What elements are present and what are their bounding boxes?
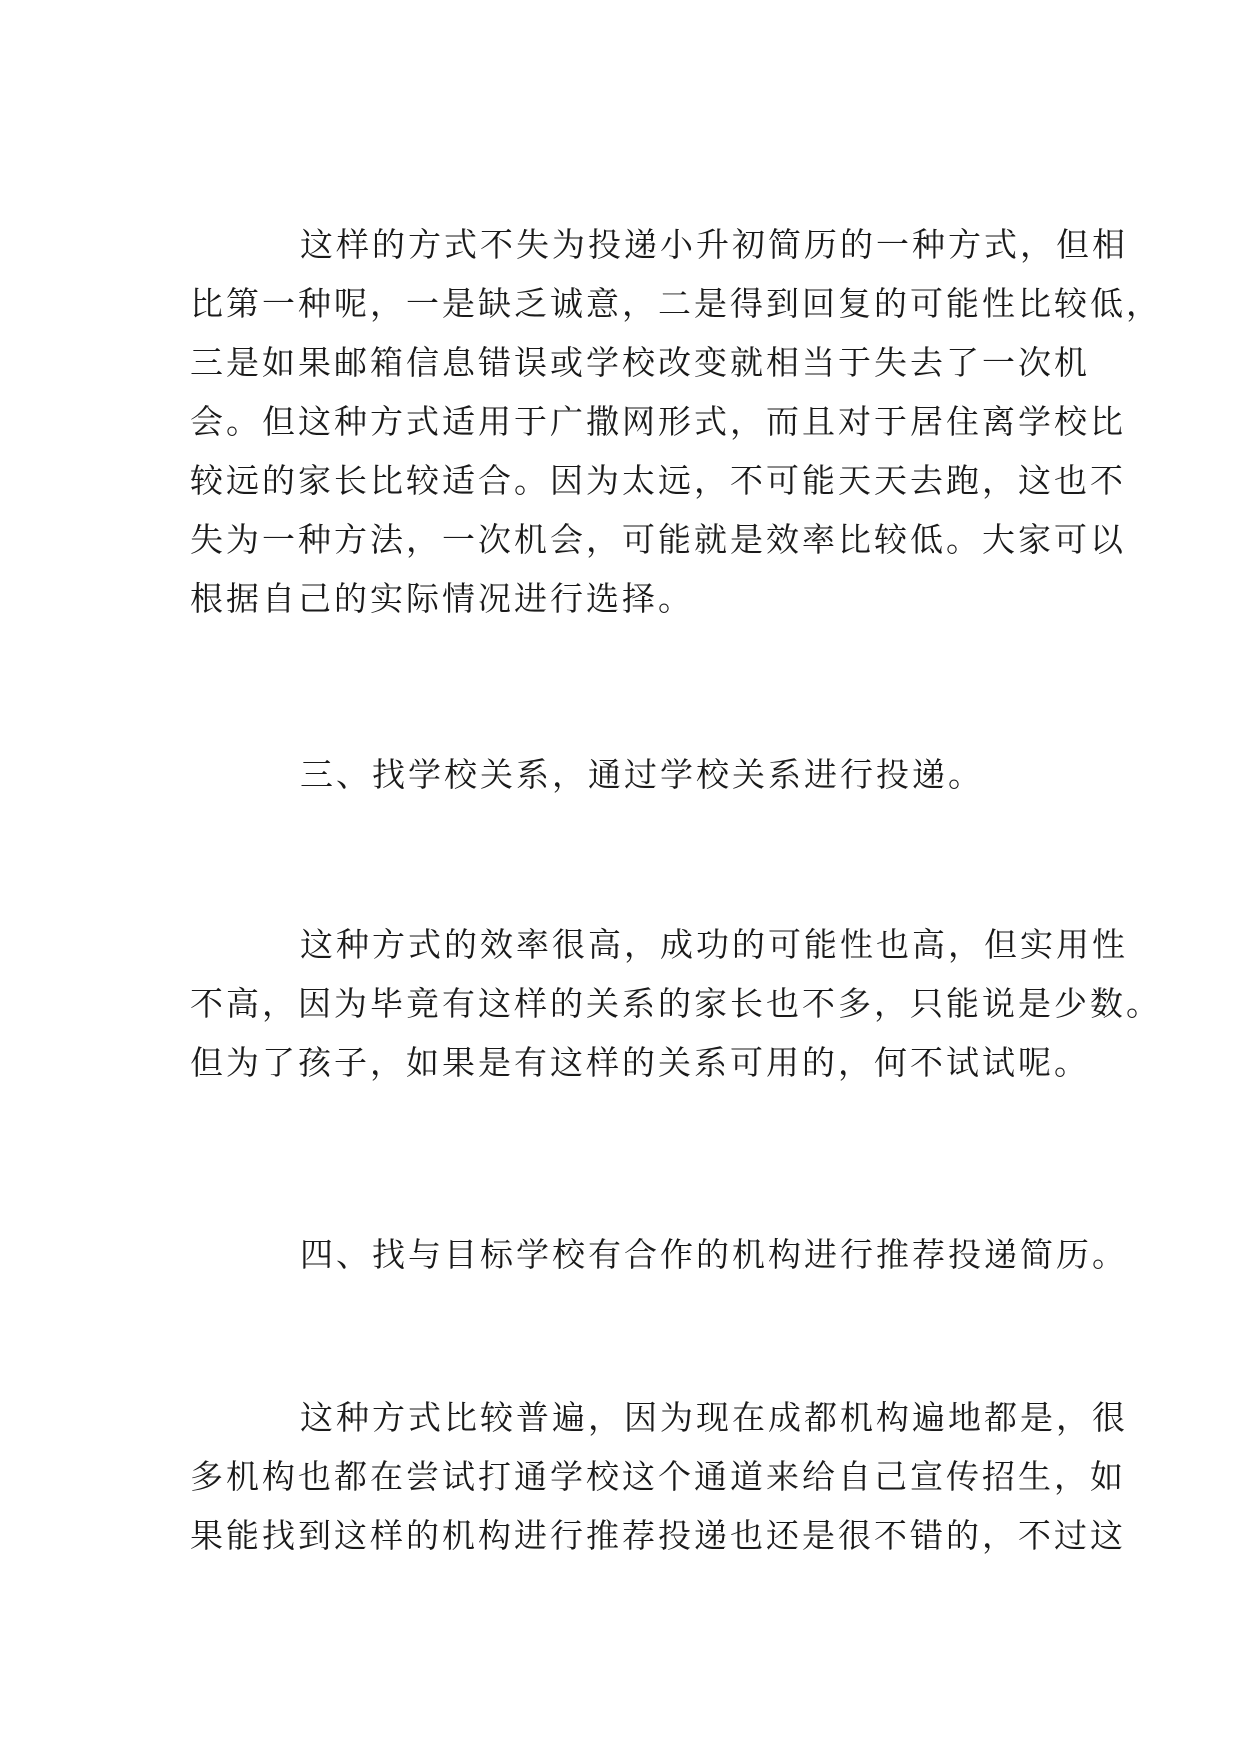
section-heading-4 [190, 1225, 1128, 1284]
paragraph-line: 比第一种呢，一是缺乏诚意，二是得到回复的可能性比较低， [190, 284, 1162, 323]
paragraph-line: 这样的方式不失为投递小升初简历的一种方式，但相 [300, 225, 1128, 264]
paragraph-line: 三是如果邮箱信息错误或学校改变就相当于失去了一次机 [190, 343, 1090, 382]
paragraph-line: 果能找到这样的机构进行推荐投递也还是很不错的，不过这 [190, 1516, 1126, 1555]
paragraph-school-relations [190, 915, 1162, 1092]
paragraph-line: 但为了孩子，如果是有这样的关系可用的，何不试试呢。 [190, 1043, 1090, 1082]
paragraph-line: 失为一种方法，一次机会，可能就是效率比较低。大家可以 [190, 520, 1126, 559]
paragraph-line: 会。但这种方式适用于广撒网形式，而且对于居住离学校比 [190, 402, 1126, 441]
paragraph-line: 不高，因为毕竟有这样的关系的家长也不多，只能说是少数。 [190, 984, 1162, 1023]
paragraph-line: 多机构也都在尝试打通学校这个通道来给自己宣传招生，如 [190, 1457, 1126, 1496]
paragraph-line: 这种方式的效率很高，成功的可能性也高，但实用性 [300, 925, 1128, 964]
paragraph-line: 较远的家长比较适合。因为太远，不可能天天去跑，这也不 [190, 461, 1126, 500]
section-heading-text: 三、找学校关系，通过学校关系进行投递。 [300, 755, 984, 794]
section-heading-3 [190, 745, 1060, 804]
paragraph-email-method [190, 215, 1162, 628]
paragraph-line: 这种方式比较普遍，因为现在成都机构遍地都是，很 [300, 1398, 1128, 1437]
paragraph-line: 根据自己的实际情况进行选择。 [190, 579, 694, 618]
section-heading-text: 四、找与目标学校有合作的机构进行推荐投递简历。 [300, 1235, 1128, 1274]
paragraph-partner-institution [190, 1388, 1128, 1565]
